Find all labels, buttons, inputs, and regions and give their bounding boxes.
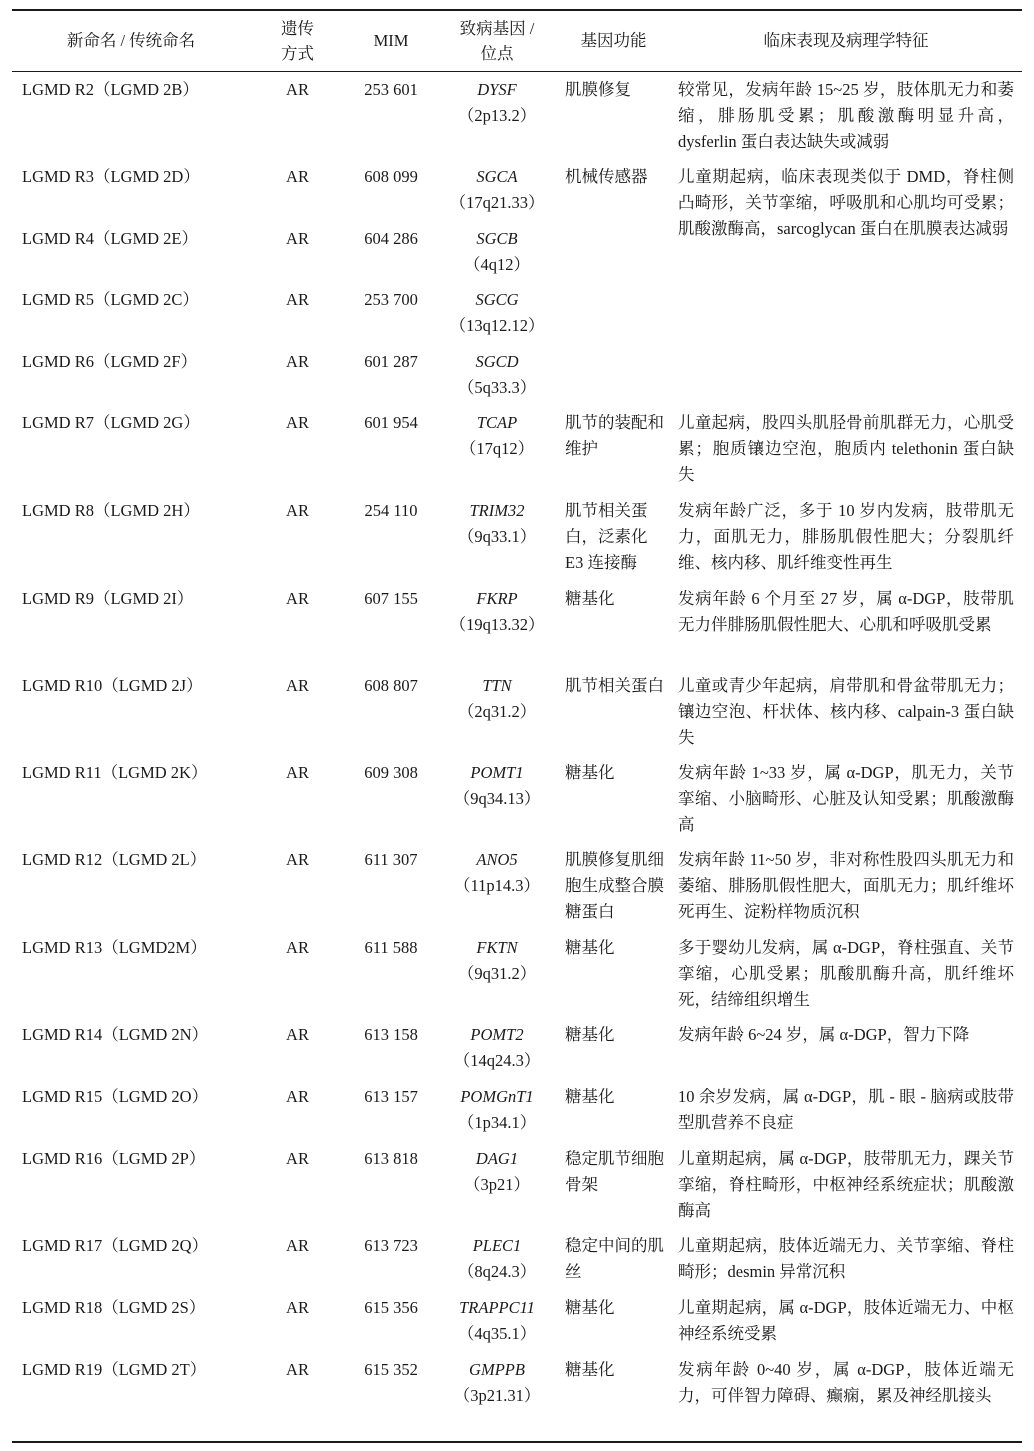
- row-gene-symbol: DYSF: [477, 79, 517, 99]
- row-function-cell: 肌节相关蛋白: [565, 676, 664, 695]
- row-gene-cell: [437, 755, 557, 842]
- row-inheritance-cell: AR: [286, 589, 309, 608]
- table-row: [12, 71, 1022, 159]
- row-clinical-cell: 儿童或青少年起病，肩带肌和骨盆带肌无力；镶边空泡、杆状体、核内移、calpain-3 蛋白缺失: [678, 676, 1014, 747]
- row-function-cell: 稳定中间的肌丝: [565, 1236, 664, 1281]
- row-name-cell: LGMD R7（LGMD 2G）: [22, 413, 200, 432]
- row-gene-locus: （5q33.3）: [457, 378, 537, 397]
- row-mim-cell: 253 700: [364, 290, 418, 309]
- header-function: 基因功能: [557, 10, 670, 71]
- row-inheritance-cell: AR: [286, 167, 309, 186]
- row-gene-symbol: FKRP: [476, 589, 518, 608]
- row-mim-cell: 609 308: [364, 763, 418, 782]
- row-name-cell: LGMD R15（LGMD 2O）: [22, 1087, 209, 1106]
- row-mim-cell: 615 352: [345, 1352, 437, 1442]
- row-gene-locus: （3p21）: [464, 1175, 530, 1194]
- row-clinical-cell: 儿童期起病，肢体近端无力、关节挛缩、脊柱畸形；desmin 异常沉积: [678, 1236, 1014, 1281]
- row-inheritance-cell: AR: [286, 501, 309, 520]
- row-clinical-cell: 儿童期起病，临床表现类似于 DMD，脊柱侧凸畸形，关节挛缩，呼吸肌和心肌均可受累；肌酸激酶高，sarcoglycan 蛋白在肌膜表达减弱: [678, 167, 1014, 238]
- row-gene-symbol: TTN: [482, 676, 512, 695]
- row-gene-symbol: FKTN: [476, 938, 518, 957]
- row-mim-cell: 254 110: [364, 501, 418, 520]
- row-clinical-cell: 10 余岁发病，属 α-DGP，肌 - 眼 - 脑病或肢带型肌营养不良症: [678, 1087, 1014, 1132]
- row-name-cell: LGMD R6（LGMD 2F）: [22, 352, 198, 371]
- table-row: [12, 1228, 1022, 1290]
- row-gene-cell: [437, 344, 557, 405]
- row-name-cell: LGMD R5（LGMD 2C）: [22, 290, 199, 309]
- row-mim-cell: 613 818: [364, 1149, 418, 1168]
- row-gene-locus: （11p14.3）: [453, 876, 540, 895]
- row-gene-cell: [437, 71, 557, 159]
- header-inheritance-line2: 方式: [281, 43, 314, 63]
- row-gene-locus: （17q21.33）: [449, 193, 545, 212]
- row-clinical-cell: 较常见，发病年龄 15~25 岁，肢体肌无力和萎缩，腓肠肌受累；肌酸激酶明显升高，dysferlin 蛋白表达缺失或减弱: [678, 79, 1014, 151]
- row-clinical-cell: 多于婴幼儿发病，属 α-DGP，脊柱强直、关节挛缩，心肌受累；肌酸肌酶升高，肌纤维坏死，结缔组织增生: [678, 938, 1014, 1009]
- row-inheritance-cell: AR: [286, 1087, 309, 1106]
- lgmd-table: [12, 9, 1022, 1443]
- row-gene-cell: [437, 405, 557, 493]
- row-gene-locus: （9q33.1）: [457, 527, 537, 546]
- row-name-cell: LGMD R14（LGMD 2N）: [22, 1025, 209, 1044]
- row-gene-cell: [437, 282, 557, 344]
- row-gene-locus: （2q31.2）: [457, 702, 537, 721]
- row-gene-locus: （17q12）: [459, 439, 535, 458]
- row-gene-symbol: POMT1: [470, 763, 524, 782]
- row-gene-symbol: POMT2: [470, 1025, 524, 1044]
- row-gene-locus: （9q31.2）: [457, 964, 537, 983]
- row-gene-cell: [437, 581, 557, 668]
- row-clinical-cell: 发病年龄 1~33 岁，属 α-DGP，肌无力，关节挛缩、小脑畸形、心脏及认知受累；肌酸激酶高: [678, 763, 1014, 834]
- row-gene-cell: [437, 159, 557, 221]
- header-mim: MIM: [345, 10, 437, 71]
- table-row: [12, 159, 1022, 221]
- row-mim-cell: 601 287: [364, 352, 418, 371]
- table-row: [12, 1017, 1022, 1079]
- header-inheritance-line1: 遗传: [281, 18, 314, 38]
- row-gene-locus: （8q24.3）: [457, 1262, 537, 1281]
- row-inheritance-cell: AR: [286, 676, 309, 695]
- row-gene-symbol: DAG1: [475, 1149, 519, 1168]
- row-mim-cell: 613 158: [364, 1025, 418, 1044]
- row-function-cell: 机械传感器: [565, 167, 648, 186]
- row-inheritance-cell: AR: [286, 229, 309, 248]
- row-gene-symbol: SGCB: [476, 229, 518, 248]
- row-mim-cell: 608 099: [364, 167, 418, 186]
- table-row: [12, 668, 1022, 755]
- row-inheritance-cell: AR: [286, 352, 309, 371]
- row-mim-cell: 611 307: [364, 850, 418, 869]
- row-clinical-cell: 发病年龄广泛，多于 10 岁内发病，肢带肌无力，面肌无力，腓肠肌假性肥大；分裂肌纤维、核内移、肌纤维变性再生: [678, 501, 1014, 572]
- row-name-cell: LGMD R10（LGMD 2J）: [22, 676, 203, 695]
- row-function-cell: 稳定肌节细胞骨架: [565, 1149, 664, 1194]
- row-mim-cell: 253 601: [364, 79, 418, 99]
- row-name-cell: LGMD R3（LGMD 2D）: [22, 167, 200, 186]
- header-gene: [437, 10, 557, 71]
- row-gene-locus: （2p13.2）: [457, 105, 537, 125]
- row-gene-symbol: SGCA: [476, 167, 518, 186]
- row-gene-symbol: ANO5: [476, 850, 518, 869]
- row-gene-cell: [437, 930, 557, 1017]
- row-mim-cell: 615 356: [364, 1298, 418, 1317]
- table-row: [12, 1079, 1022, 1141]
- row-inheritance-cell: AR: [286, 290, 309, 309]
- table-row: [12, 1141, 1022, 1228]
- row-inheritance-cell: AR: [286, 413, 309, 432]
- row-clinical-cell: 发病年龄 6 个月至 27 岁，属 α-DGP，肢带肌无力伴腓肠肌假性肥大、心肌和呼吸肌受累: [678, 589, 1014, 634]
- row-function-cell: 肌节相关蛋白，泛素化 E3 连接酶: [565, 501, 648, 572]
- row-gene-locus: （3p21.31）: [453, 1386, 541, 1405]
- table-row: [12, 755, 1022, 842]
- row-clinical-cell: 儿童期起病，属 α-DGP，肢体近端无力、中枢神经系统受累: [678, 1298, 1014, 1343]
- row-gene-cell: [437, 1079, 557, 1141]
- row-gene-symbol: TRAPPC11: [459, 1298, 535, 1317]
- table-row: [12, 405, 1022, 493]
- row-gene-locus: （19q13.32）: [449, 615, 545, 634]
- row-clinical-cell: 儿童起病，股四头肌胫骨前肌群无力，心肌受累；胞质镶边空泡，胞质内 telethonin 蛋白缺失: [678, 413, 1014, 484]
- table-row: [12, 1290, 1022, 1352]
- row-inheritance-cell: AR: [286, 1236, 309, 1255]
- row-mim-cell: 604 286: [364, 229, 418, 248]
- table-row: [12, 581, 1022, 668]
- row-function-cell: 糖基化: [557, 1352, 670, 1442]
- row-clinical-cell: 儿童期起病，属 α-DGP，肢带肌无力，踝关节挛缩，脊柱畸形，中枢神经系统症状；肌酸激酶高: [678, 1149, 1014, 1220]
- header-gene-line2: 位点: [480, 43, 514, 63]
- table-body: [12, 71, 1022, 1442]
- row-inheritance-cell: AR: [286, 1149, 309, 1168]
- row-inheritance-cell: AR: [250, 1352, 345, 1442]
- row-name-cell: LGMD R4（LGMD 2E）: [22, 229, 198, 248]
- row-gene-cell: [437, 1228, 557, 1290]
- row-gene-locus: （4q12）: [464, 255, 530, 274]
- row-inheritance-cell: AR: [286, 1298, 309, 1317]
- header-clinical: 临床表现及病理学特征: [670, 10, 1022, 71]
- row-inheritance-cell: AR: [286, 1025, 309, 1044]
- row-gene-symbol: POMGnT1: [460, 1087, 534, 1106]
- row-function-cell: 糖基化: [565, 1298, 615, 1317]
- row-name-cell: LGMD R17（LGMD 2Q）: [22, 1236, 209, 1255]
- row-clinical-cell: 发病年龄 11~50 岁，非对称性股四头肌无力和萎缩、腓肠肌假性肥大，面肌无力；肌纤维坏死再生、淀粉样物质沉积: [678, 850, 1014, 921]
- header-inheritance: [250, 10, 345, 71]
- row-gene-cell: [437, 493, 557, 581]
- row-gene-locus: （14q24.3）: [453, 1051, 541, 1070]
- row-name-cell: LGMD R19（LGMD 2T）: [12, 1352, 250, 1442]
- row-function-cell: 糖基化: [565, 938, 615, 957]
- table-header-row: [12, 10, 1022, 71]
- row-gene-symbol: SGCD: [475, 352, 519, 371]
- row-gene-cell: [437, 1141, 557, 1228]
- row-gene-locus: （1p34.1）: [457, 1113, 537, 1132]
- row-name-cell: LGMD R13（LGMD2M）: [22, 938, 207, 957]
- row-name-cell: LGMD R8（LGMD 2H）: [22, 501, 200, 520]
- row-mim-cell: 613 157: [364, 1087, 418, 1106]
- row-name-cell: LGMD R16（LGMD 2P）: [22, 1149, 206, 1168]
- row-inheritance-cell: AR: [286, 850, 309, 869]
- row-name-cell: LGMD R12（LGMD 2L）: [22, 850, 207, 869]
- row-name-cell: LGMD R2（LGMD 2B）: [22, 79, 199, 99]
- row-gene-symbol: GMPPB: [469, 1360, 525, 1379]
- row-gene-cell: [437, 1017, 557, 1079]
- row-mim-cell: 607 155: [364, 589, 418, 608]
- row-gene-locus: （13q12.12）: [449, 316, 545, 335]
- row-function-cell: 糖基化: [565, 1087, 615, 1106]
- table-row: [12, 930, 1022, 1017]
- row-inheritance-cell: AR: [286, 938, 309, 957]
- row-gene-cell: [437, 1352, 557, 1442]
- row-gene-cell: [437, 842, 557, 930]
- header-name: 新命名 / 传统命名: [12, 10, 250, 71]
- row-clinical-cell: 发病年龄 0~40 岁，属 α-DGP，肢体近端无力，可伴智力障碍、癫痫，累及神经肌接头: [670, 1352, 1022, 1442]
- row-gene-symbol: TCAP: [476, 413, 518, 432]
- table-row: [12, 493, 1022, 581]
- header-gene-line1: 致病基因 /: [459, 18, 535, 38]
- row-gene-cell: [437, 1290, 557, 1352]
- row-mim-cell: 601 954: [364, 413, 418, 432]
- row-inheritance-cell: AR: [286, 79, 309, 99]
- row-gene-symbol: SGCG: [475, 290, 519, 309]
- row-gene-locus: （4q35.1）: [457, 1324, 537, 1343]
- row-name-cell: LGMD R18（LGMD 2S）: [22, 1298, 206, 1317]
- row-inheritance-cell: AR: [286, 763, 309, 782]
- row-gene-cell: [437, 221, 557, 282]
- row-gene-locus: （9q34.13）: [453, 789, 541, 808]
- row-name-cell: LGMD R11（LGMD 2K）: [22, 763, 208, 782]
- row-function-cell: 肌节的装配和维护: [565, 413, 664, 458]
- row-mim-cell: 613 723: [364, 1236, 418, 1255]
- row-gene-cell: [437, 668, 557, 755]
- row-mim-cell: 611 588: [364, 938, 418, 957]
- row-function-cell: 肌膜修复肌细胞生成整合膜糖蛋白: [565, 850, 664, 921]
- row-function-cell: 糖基化: [565, 763, 615, 782]
- row-name-cell: LGMD R9（LGMD 2I）: [22, 589, 194, 608]
- table-row: [12, 1352, 1022, 1442]
- row-clinical-cell: 发病年龄 6~24 岁，属 α-DGP，智力下降: [678, 1025, 970, 1044]
- row-function-cell: 肌膜修复: [565, 79, 631, 99]
- table-row: [12, 842, 1022, 930]
- row-function-cell: 糖基化: [565, 589, 615, 608]
- row-gene-symbol: TRIM32: [469, 501, 525, 520]
- row-mim-cell: 608 807: [364, 676, 418, 695]
- row-gene-symbol: PLEC1: [472, 1236, 522, 1255]
- row-function-cell: 糖基化: [565, 1025, 615, 1044]
